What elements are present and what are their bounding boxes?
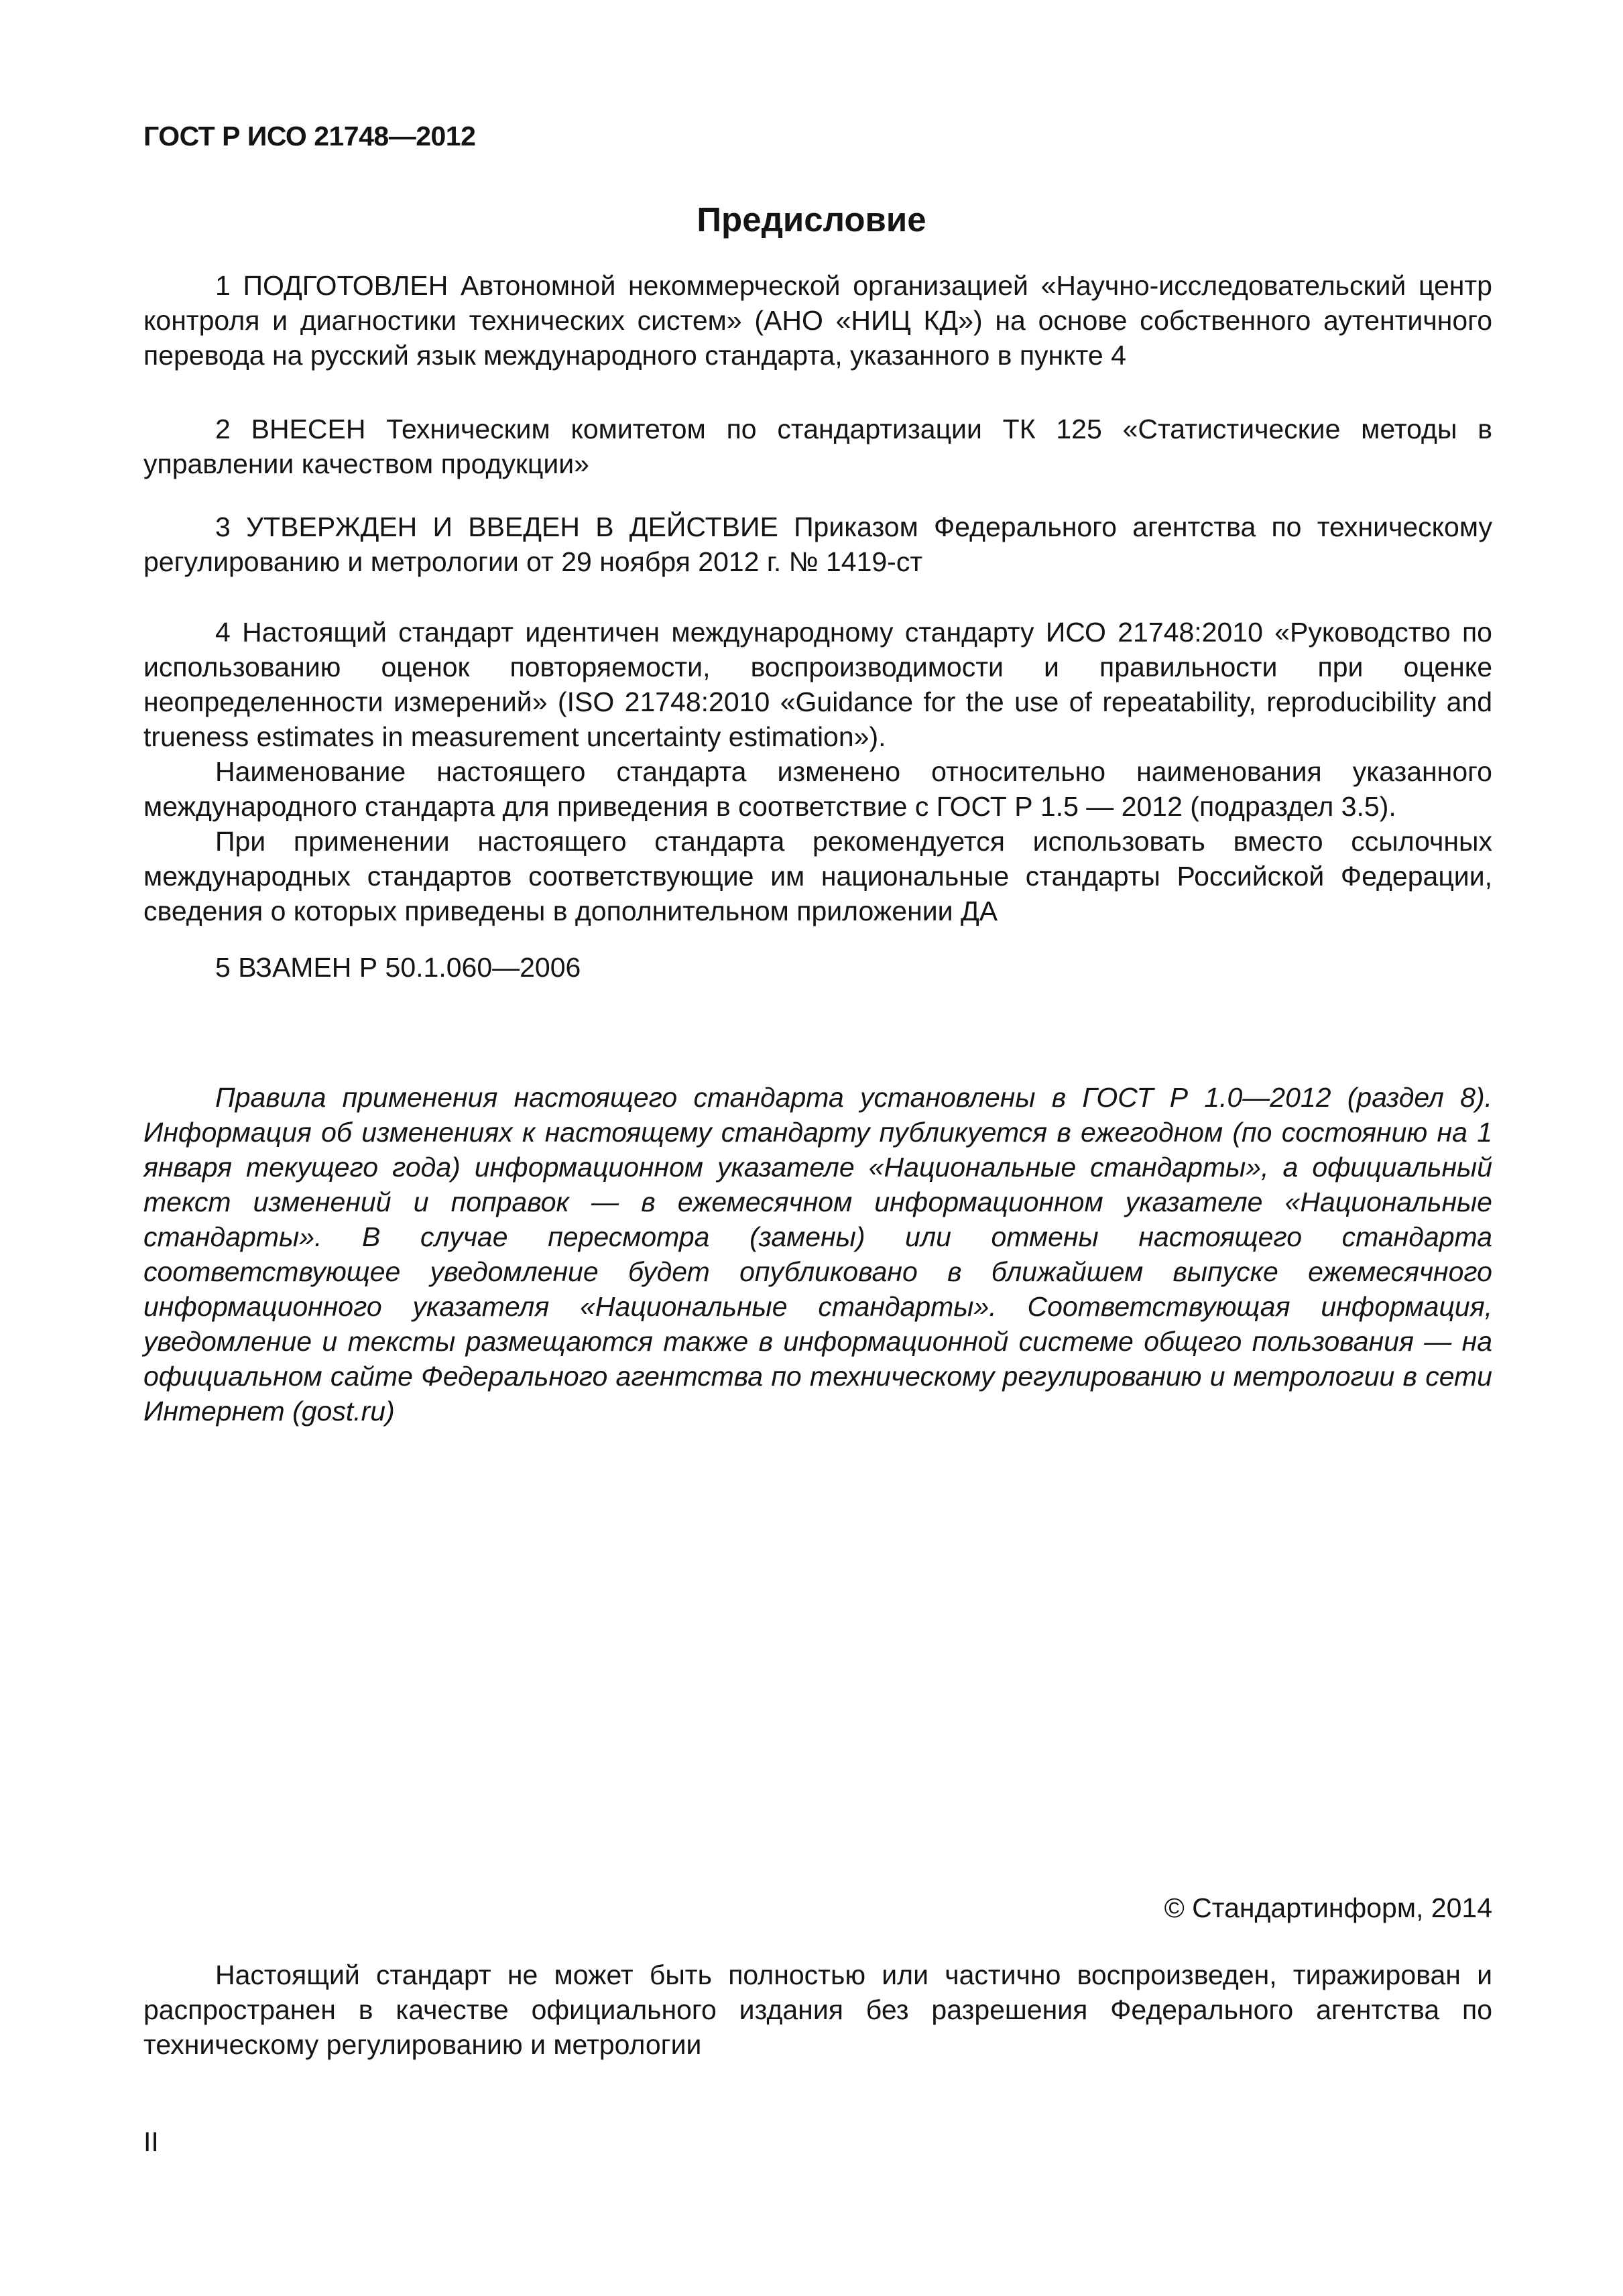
page-number: II xyxy=(143,2126,159,2157)
section-4-references: При применении настоящего стандарта рекомендуется использовать вместо ссылочных международных стандартов соответствующие им национальные стандарты Российской Федерации, сведения о которых приведены в дополнительном приложении ДА xyxy=(143,826,1492,926)
section-4-name-change: Наименование настоящего стандарта изменено относительно наименования указанного международного стандарта для приведения в соответствие с ГОСТ Р 1.5 — 2012 (подраздел 3.5). xyxy=(143,756,1492,822)
section-5 xyxy=(143,950,1492,985)
page-title: Предисловие xyxy=(697,200,926,239)
section-3-text: 3 УТВЕРЖДЕН И ВВЕДЕН В ДЕЙСТВИЕ Приказом Федерального агентства по техническому регулированию и метрологии от 29 ноября 2012 г. № 1419-ст xyxy=(143,511,1492,577)
section-1 xyxy=(143,268,1492,373)
section-1-text: 1 ПОДГОТОВЛЕН Автономной некоммерческой организацией «Научно-исследовательский центр контроля и диагностики технических систем» (АНО «НИЦ КД») на основе собственного аутентичного перевода на русский язык международного стандарта, указанного в пункте 4 xyxy=(143,270,1492,371)
notice-text: Правила применения настоящего стандарта установлены в ГОСТ Р 1.0—2012 (раздел 8). Информация об изменениях к настоящему стандарту публикуется в ежегодном (по состоянию на 1 января текущего года) информационном указателе «Национальные стандарты», а официальный текст изменений и поправок — в ежемесячном информационном указателе «Национальные стандарты». В случае пересмотра (замены) или отмены настоящего стандарта соответствующее уведомление будет опубликовано в ближайшем выпуске ежемесячного информационного указателя «Национальные стандарты». Соответствующая информация, уведомление и тексты размещаются также в информационной системе общего пользования — на официальном сайте Федерального агентства по техническому регулированию и метрологии в сети Интернет (gost.ru) xyxy=(143,1082,1492,1427)
section-5-text: 5 ВЗАМЕН Р 50.1.060—2006 xyxy=(215,952,581,983)
reproduction-notice xyxy=(143,1957,1492,2062)
section-2-text: 2 ВНЕСЕН Техническим комитетом по стандартизации ТК 125 «Статистические методы в управлении качеством продукции» xyxy=(143,414,1492,479)
section-2 xyxy=(143,412,1492,481)
application-rules-notice xyxy=(143,1080,1492,1429)
copyright: © Стандартинформ, 2014 xyxy=(1164,1892,1492,1923)
document-header: ГОСТ Р ИСО 21748—2012 xyxy=(143,121,476,152)
reproduction-notice-text: Настоящий стандарт не может быть полностью или частично воспроизведен, тиражирован и распространен в качестве официального издания без разрешения Федерального агентства по техническому регулированию и метрологии xyxy=(143,1959,1492,2060)
section-4-text: 4 Настоящий стандарт идентичен международному стандарту ИСО 21748:2010 «Руководство по использованию оценок повторяемости, воспроизводимости и правильности при оценке неопределенности измерений» (ISO 21748:2010 «Guidance for the use of repeatability, reproducibility and trueness estimates in measurement uncertainty estimation»). xyxy=(143,617,1492,752)
section-4 xyxy=(143,615,1492,928)
section-3 xyxy=(143,509,1492,579)
